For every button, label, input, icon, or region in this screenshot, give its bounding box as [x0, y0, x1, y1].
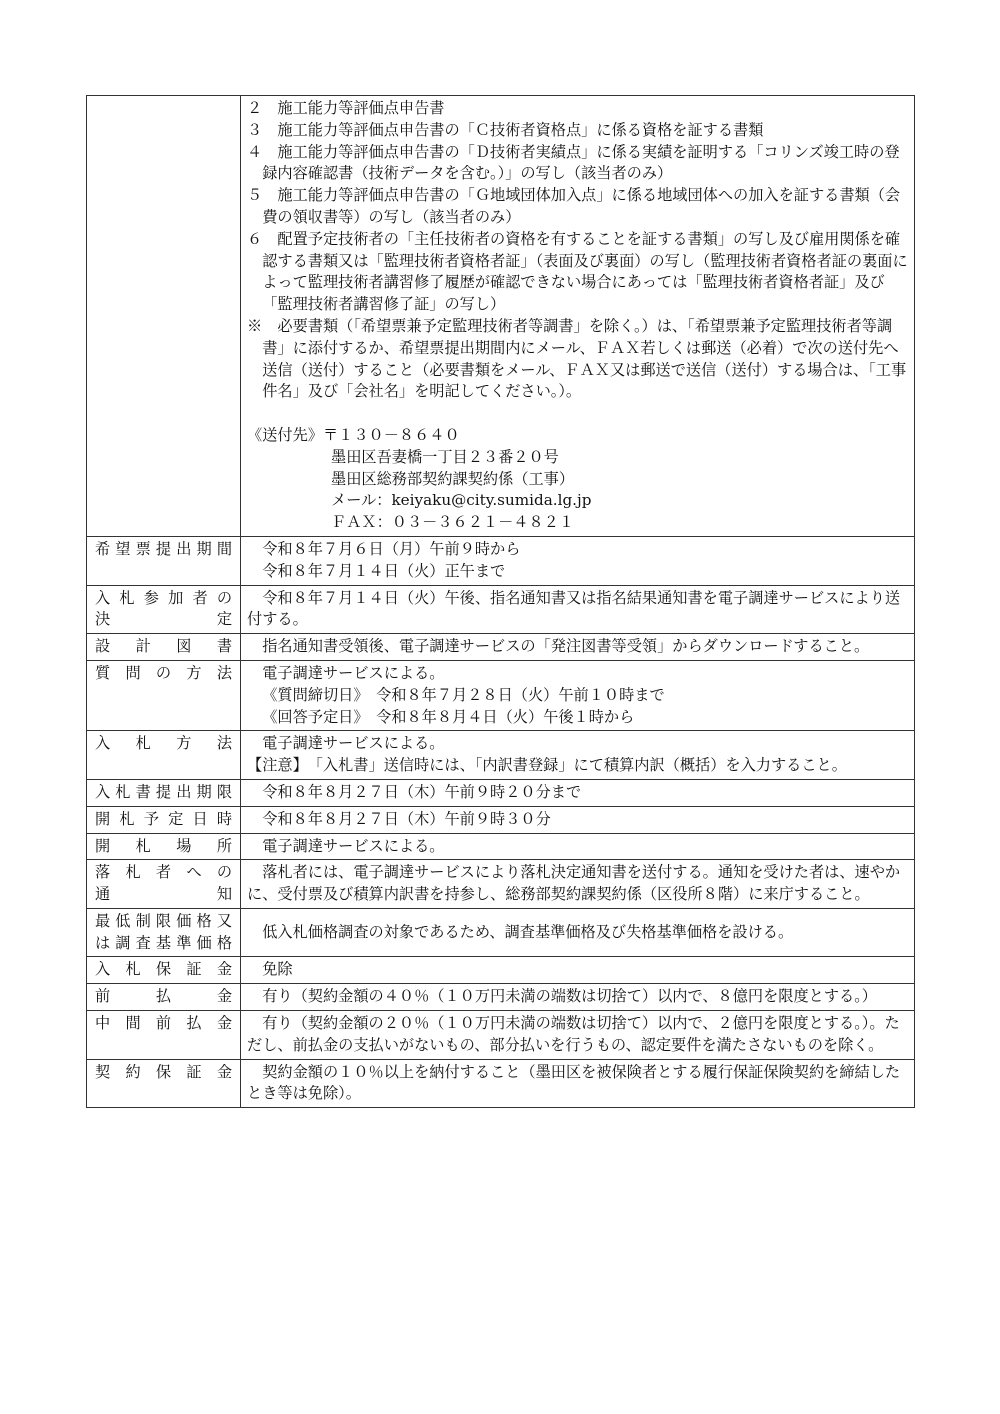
row-content	[241, 1011, 915, 1060]
row-label: 希望票提出期間	[87, 536, 241, 585]
row-text: 有り（契約金額の２０％（１０万円未満の端数は切捨て）以内で、２億円を限度とする。）。ただし、前払金の支払いがないもの、部分払いを行うもの、認定要件を満たさないものを除く。	[247, 1014, 900, 1054]
row-content	[241, 779, 915, 806]
postal-code: 〒１３０－８６４０	[322, 425, 460, 444]
fax-number: ＦＡＸ：０３－３６２１－４８２１	[331, 513, 574, 532]
table-row	[87, 806, 915, 833]
row-text: 免除	[262, 960, 293, 979]
list-item: ４ 施工能力等評価点申告書の「Ｄ技術者実績点」に係る実績を証明する「コリンズ竣工時の登録内容確認書（技術データを含む。）」の写し（該当者のみ）	[247, 142, 900, 183]
row-label: 中間前払金	[87, 1011, 241, 1060]
table-row	[87, 860, 915, 909]
row-text: 電子調達サービスによる。	[262, 836, 445, 855]
row-content	[241, 833, 915, 860]
period-end: 令和８年７月１４日（火）正午まで	[262, 561, 506, 580]
row-label: 契約保証金	[87, 1059, 241, 1108]
department: 墨田区総務部契約課契約係（工事）	[331, 469, 574, 488]
row-label	[87, 908, 241, 957]
row-label-line: 入札参加者の	[95, 588, 232, 607]
email-address: メール：keiyaku@city.sumida.lg.jp	[331, 491, 592, 510]
question-deadline: 《質問締切日》 令和８年７月２８日（火）午前１０時まで	[262, 685, 665, 704]
table-row	[87, 634, 915, 661]
row-text: 契約金額の１０％以上を納付すること（墨田区を被保険者とする履行保証保険契約を締結したとき等は免除）。	[247, 1062, 901, 1103]
table-row	[87, 585, 915, 634]
row-label-line: 落札者への	[95, 863, 232, 882]
row-text: 令和８年８月２７日（木）午前９時２０分まで	[262, 782, 582, 801]
row-text: 令和８年７月１４日（火）午後、指名通知書又は指名結果通知書を電子調達サービスにより送付する。	[247, 588, 901, 629]
table-row	[87, 1011, 915, 1060]
row-label	[87, 860, 241, 909]
row-label: 質問の方法	[87, 660, 241, 730]
row-content	[241, 731, 915, 780]
address: 墨田区吾妻橋一丁目２３番２０号	[331, 447, 559, 466]
row-content	[241, 860, 915, 909]
bid-note: 【注意】 「入札書」送信時には、「内訳書登録」にて積算内訳（概括）を入力すること。	[247, 756, 847, 775]
row-content	[241, 957, 915, 984]
row-label: 前払金	[87, 984, 241, 1011]
table-row	[87, 779, 915, 806]
empty-label-cell	[87, 96, 241, 537]
row-content	[241, 984, 915, 1011]
row-text: 有り（契約金額の４０％（１０万円未満の端数は切捨て）以内で、８億円を限度とする。）	[262, 987, 877, 1006]
row-text: 電子調達サービスによる。	[262, 734, 445, 753]
list-item: ３ 施工能力等評価点申告書の「Ｃ技術者資格点」に係る資格を証する書類	[247, 120, 764, 139]
table-row	[87, 984, 915, 1011]
list-item: ２ 施工能力等評価点申告書	[247, 99, 445, 117]
period-start: 令和８年７月６日（月）午前９時から	[262, 539, 521, 558]
table-row	[87, 96, 915, 537]
row-label-line: は調査基準価格	[95, 933, 232, 952]
table-row	[87, 908, 915, 957]
row-label-line: 最低制限価格又	[95, 911, 232, 930]
row-label: 入札保証金	[87, 957, 241, 984]
row-content	[241, 1059, 915, 1108]
row-content	[241, 660, 915, 730]
table-row	[87, 660, 915, 730]
row-text: 令和８年８月２７日（木）午前９時３０分	[262, 809, 551, 828]
list-item: ６ 配置予定技術者の「主任技術者の資格を有することを証する書類」の写し及び雇用関係を確認する書類又は「監理技術者資格者証」（表面及び裏面）の写し（監理技術者資格者証の裏面によって監理技術者講習修了履歴が確認できない場合にあっては「監理技術者資格者証」及び「監理技術者講習修了証」の写し）	[247, 229, 908, 314]
required-documents-cell	[241, 96, 915, 537]
procurement-conditions-table	[86, 95, 915, 1108]
row-content	[241, 908, 915, 957]
row-label: 入札方法	[87, 731, 241, 780]
list-item: ５ 施工能力等評価点申告書の「Ｇ地域団体加入点」に係る地域団体への加入を証する書類（会費の領収書等）の写し（該当者のみ）	[247, 186, 901, 226]
row-text: 落札者には、電子調達サービスにより落札決定通知書を送付する。通知を受けた者は、速やかに、受付票及び積算内訳書を持参し、総務部契約課契約係（区役所８階）に来庁すること。	[247, 863, 901, 904]
table-row	[87, 536, 915, 585]
table-row	[87, 833, 915, 860]
table-row	[87, 731, 915, 780]
submission-note: ※ 必要書類（「希望票兼予定監理技術者等調書」を除く。）は、「希望票兼予定監理技術者等調書」に添付するか、希望票提出期間内にメール、ＦＡＸ若しくは郵送（必着）で次の送付先へ送信（送付）すること（必要書類をメール、ＦＡＸ又は郵送で送信（送付）する場合は、「工事件名」及び「会社名」を明記してください。）。	[247, 316, 907, 401]
answer-date: 《回答予定日》 令和８年８月４日（火）午後１時から	[262, 707, 635, 726]
row-label-line: 通 知	[95, 885, 232, 904]
row-content	[241, 634, 915, 661]
row-label-line: 決 定	[95, 610, 232, 629]
row-content	[241, 806, 915, 833]
row-content	[241, 585, 915, 634]
table-row	[87, 957, 915, 984]
row-text: 低入札価格調査の対象であるため、調査基準価格及び失格基準価格を設ける。	[262, 922, 794, 941]
row-text: 電子調達サービスによる。	[262, 663, 445, 682]
row-content	[241, 536, 915, 585]
table-row	[87, 1059, 915, 1108]
row-text: 指名通知書受領後、電子調達サービスの「発注図書等受領」からダウンロードすること。	[262, 637, 870, 656]
row-label: 入札書提出期限	[87, 779, 241, 806]
row-label	[87, 585, 241, 634]
row-label: 開札場所	[87, 833, 241, 860]
row-label: 設計図書	[87, 634, 241, 661]
spacer	[247, 403, 908, 425]
destination-label: 《送付先》	[247, 425, 323, 444]
destination-line	[247, 425, 908, 447]
row-label: 開札予定日時	[87, 806, 241, 833]
